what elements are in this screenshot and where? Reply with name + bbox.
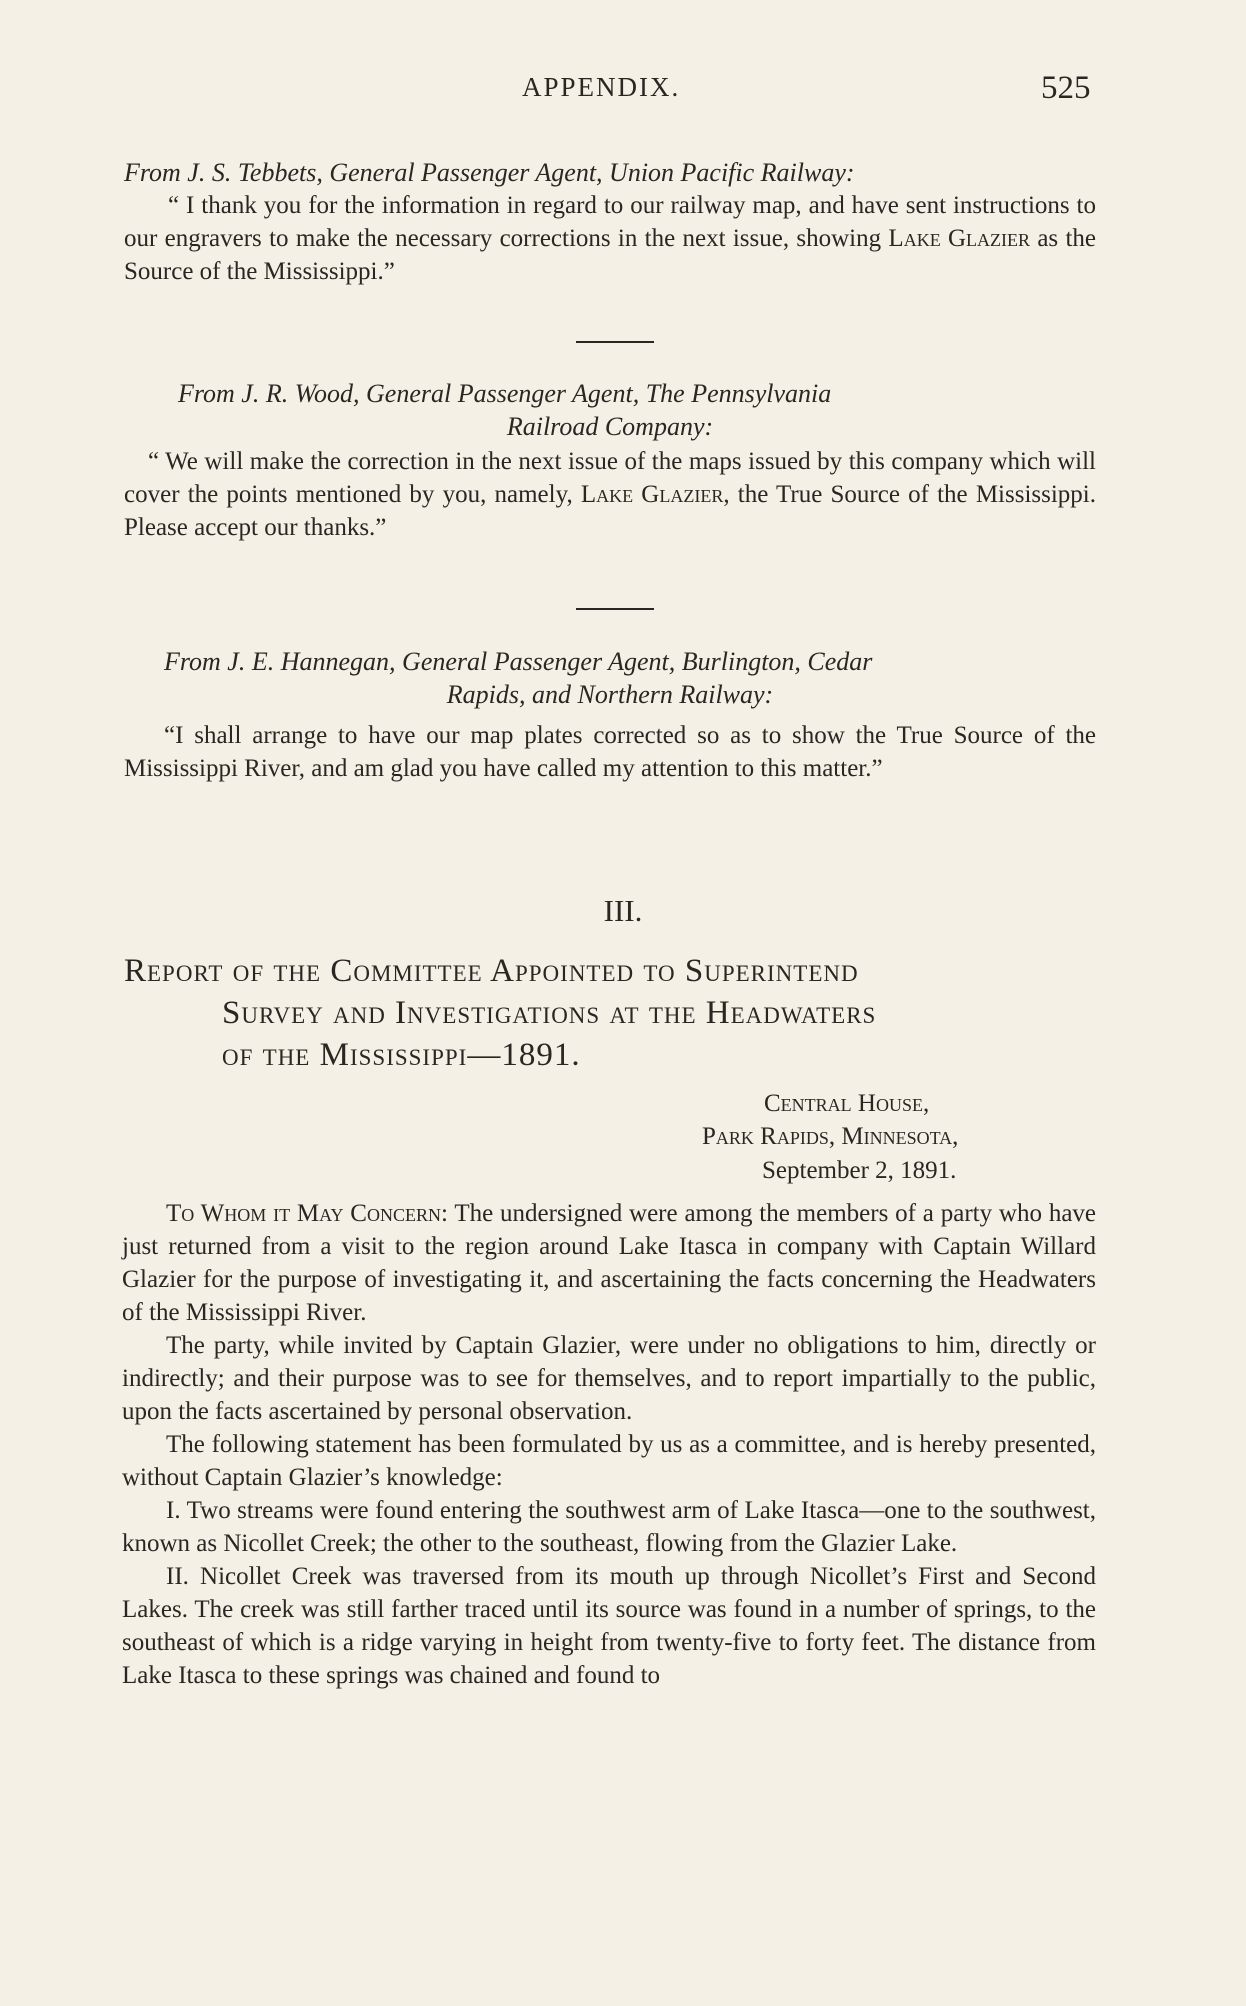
- address-line: Central House,: [764, 1090, 930, 1117]
- report-body: [122, 1197, 1096, 1692]
- report-paragraph: The following statement has been formulated by us as a committee, and is hereby presented, without Captain Glazier’s knowledge:: [122, 1431, 1096, 1491]
- lake-glazier-term: Lake Glazier,: [580, 481, 730, 508]
- section-divider: [576, 608, 654, 610]
- heading-line: Survey and Investigations at the Headwaters: [222, 995, 877, 1031]
- letter-body: “I shall arrange to have our map plates corrected so as to show the True Source of the Mississippi River, and am glad you have called my attention to this matter.”: [124, 722, 1096, 782]
- report-heading: [124, 950, 1096, 1076]
- letter-body: “ I thank you for the information in regard to our railway map, and have sent instructions to our engravers to make the necessary corrections in the next issue, showing Lake Glazier as the Source of the Mississippi.”: [124, 192, 1096, 285]
- report-paragraph: II. Nicollet Creek was traversed from its mouth up through Nicollet’s First and Second Lakes. The creek was still farther traced until its source was found in a number of springs, to the southeast of which is a ridge varying in height from twenty-five to forty feet. The distance from Lake Itasca to these springs was chained and found to: [122, 1563, 1096, 1689]
- address-line: Park Rapids, Minnesota,: [702, 1123, 959, 1150]
- letter-from-line: From J. S. Tebbets, General Passenger Agent, Union Pacific Railway:: [124, 158, 855, 187]
- letter-tebbets: [124, 156, 1096, 288]
- letter-from-line: From J. E. Hannegan, General Passenger Agent, Burlington, Cedar: [164, 647, 873, 676]
- section-numeral: III.: [603, 893, 643, 928]
- running-title: APPENDIX.: [522, 72, 681, 102]
- heading-line: Report of the Committee Appointed to Superintend: [124, 953, 859, 989]
- address-date: September 2, 1891.: [762, 1157, 957, 1184]
- heading-line: of the Mississippi—1891.: [222, 1037, 581, 1073]
- letter-from-line-cont: Railroad Company:: [506, 412, 714, 441]
- section-divider: [576, 341, 654, 343]
- lake-glazier-term: Lake Glazier: [888, 225, 1031, 252]
- letter-wood: [124, 377, 1096, 544]
- letter-from-line: From J. R. Wood, General Passenger Agent, The Pennsylvania: [178, 379, 832, 408]
- running-header: [0, 72, 1246, 112]
- report-paragraph: To Whom it May Concern: The undersigned were among the members of a party who have just returned from a visit to the region around Lake Itasca in company with Captain Willard Glazier for the purpose of investigating it, and ascertaining the facts concerning the Headwaters of the Mississippi River.: [122, 1200, 1097, 1326]
- report-paragraph: The party, while invited by Captain Glazier, were under no obligations to him, directly or indirectly; and their purpose was to see for themselves, and to report impartially to the public, upon the facts ascertained by personal observation.: [122, 1332, 1096, 1425]
- salutation: To Whom it May Concern:: [166, 1200, 448, 1227]
- page-number: 525: [1041, 70, 1091, 106]
- letter-from-line-cont: Rapids, and Northern Railway:: [446, 680, 774, 709]
- letter-hannegan: [124, 645, 1096, 785]
- report-paragraph: I. Two streams were found entering the southwest arm of Lake Itasca—one to the southwest, known as Nicollet Creek; the other to the southeast, flowing from the Glazier Lake.: [122, 1497, 1096, 1557]
- letter-body: “ We will make the correction in the next issue of the maps issued by this company which will cover the points mentioned by you, namely, Lake Glazier, the True Source of the Mississippi. Please accept our thanks.”: [124, 448, 1097, 541]
